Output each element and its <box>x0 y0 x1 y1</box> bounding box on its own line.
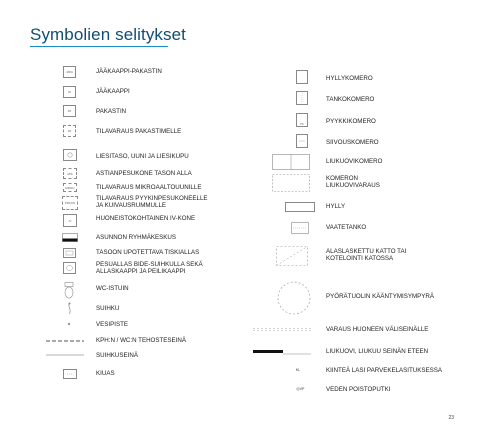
legend-label-line2: LIUKUOVIVARAUS <box>326 182 380 189</box>
symbol-tag: PPK/KR <box>64 201 76 205</box>
shower-icon <box>65 302 74 315</box>
fridge-freezer-icon <box>63 66 76 78</box>
legend-label: VAATETANKO <box>326 224 367 231</box>
kitchen-sink-icon <box>63 248 76 258</box>
drain-pipe-icon <box>292 385 308 393</box>
legend-label-line2: KOTELOINTI KATOSSA <box>326 255 394 262</box>
dishwasher-icon <box>63 168 77 179</box>
legend-label: LIUKUOVIKOMERO <box>326 158 383 165</box>
legend-label: TANKOKOMERO <box>326 96 375 103</box>
legend-label-line2: ALLASKAAPPI JA PEILIKAAPPI <box>96 268 186 275</box>
legend-label: VARAUS HUONEEN VÄLISEINÄLLE <box>326 326 429 333</box>
ventilation-unit-icon <box>63 214 77 227</box>
legend-label: JÄÄKAAPPI <box>96 88 130 95</box>
legend-label: SUIHKU <box>96 305 120 312</box>
legend-label: JÄÄKAAPPI-PAKASTIN <box>96 68 162 75</box>
legend-label: LIUKUOVI, LIUKUU SEINÄN ETEEN <box>326 348 429 355</box>
legend-label: KOMERON <box>326 175 358 182</box>
clothes-rail-icon <box>291 222 309 234</box>
sliding-door-reservation-icon <box>272 174 310 192</box>
freezer-icon <box>63 105 76 117</box>
symbol-tag: JÄPA <box>66 70 73 74</box>
lowered-ceiling-icon <box>276 246 308 266</box>
legend-label: TILAVARAUS PYYKINPESUKONEELLE <box>96 195 208 202</box>
legend-label: PYYKKIKOMERO <box>326 118 376 125</box>
electrical-panel-icon <box>62 233 78 242</box>
laundry-cabinet-icon <box>296 113 308 127</box>
water-point-icon <box>66 320 72 328</box>
page-number: 23 <box>448 415 454 421</box>
symbol-tag: PA <box>67 129 72 133</box>
symbol-tag: IV <box>68 218 72 223</box>
stove-icon <box>63 149 77 161</box>
legend-label: TILAVARAUS PAKASTIMELLE <box>96 128 182 135</box>
legend-label: SUIHKUSEINÄ <box>96 352 138 359</box>
microwave-reservation-icon <box>63 183 77 192</box>
symbol-tag: JK <box>67 90 72 94</box>
legend-label: ASTIANPESUKONE TASON ALLA <box>96 170 192 177</box>
legend-label: HYLLY <box>326 203 346 210</box>
legend-label: HUONEISTOKOHTAINEN IV-KONE <box>96 215 196 222</box>
legend-label: ASUNNON RYHMÄKESKUS <box>96 234 176 241</box>
symbol-tag: KL <box>295 368 301 372</box>
legend-label: KIUAS <box>96 370 115 377</box>
partition-reservation-icon <box>253 327 311 332</box>
shelf-icon <box>285 202 315 212</box>
shelf-cabinet-icon <box>296 70 308 84</box>
legend-label: SIIVOUSKOMERO <box>326 139 379 146</box>
legend-label: KIINTEÄ LASI PARVEKELASITUKSESSA <box>326 367 443 374</box>
freezer-reservation-icon <box>63 125 76 137</box>
legend-label: VEDEN POISTOPUTKI <box>326 386 391 393</box>
toilet-icon <box>63 282 75 299</box>
wheelchair-turning-circle-icon <box>277 281 311 315</box>
legend-label: PAKASTIN <box>96 108 127 115</box>
page-title: Symbolien selitykset <box>30 25 187 44</box>
symbol-tag: APK <box>67 171 73 176</box>
fixed-glass-icon <box>290 366 306 374</box>
fridge-icon <box>63 86 76 98</box>
legend-label: TILAVARAUS MIKROAALTOUUNILLE <box>96 184 202 191</box>
legend-label: PESUALLAS BIDE-SUIHKULLA SEKÄ <box>96 261 203 268</box>
legend-label: ALASLASKETTU KATTO TAI <box>326 248 407 255</box>
legend-label: PYÖRÄTUOLIN KÄÄNTYMISYMPYRÄ <box>326 293 434 300</box>
symbol-tag: MIKRO <box>65 185 75 190</box>
legend-label: TASOON UPOTETTAVA TISKIALLAS <box>96 249 200 256</box>
symbol-tag: PA <box>67 109 72 113</box>
legend-label: LIESITASO, UUNI JA LIESIKUPU <box>96 153 189 160</box>
cleaning-cabinet-icon <box>296 134 308 148</box>
washbasin-icon <box>63 262 76 274</box>
feature-wall-icon <box>46 338 84 344</box>
shower-wall-icon <box>46 353 84 357</box>
legend-label: WC-ISTUIN <box>96 285 129 292</box>
symbol-tag: VP <box>299 387 305 391</box>
legend-label: HYLLYKOMERO <box>326 75 373 82</box>
sliding-door-icon <box>253 348 311 356</box>
symbol-tag: PK <box>300 122 304 126</box>
sauna-stove-icon <box>63 369 77 379</box>
rod-cabinet-icon <box>296 91 308 105</box>
washer-dryer-reservation-icon <box>62 196 78 210</box>
legend-label: VESIPISTE <box>96 321 128 328</box>
legend-label-line2: JA KUIVAUSRUMMULLE <box>96 202 167 209</box>
sliding-door-cabinet-icon <box>272 154 310 170</box>
legend-label: KPH:N / WC:N TEHOSTESEINÄ <box>96 337 186 344</box>
